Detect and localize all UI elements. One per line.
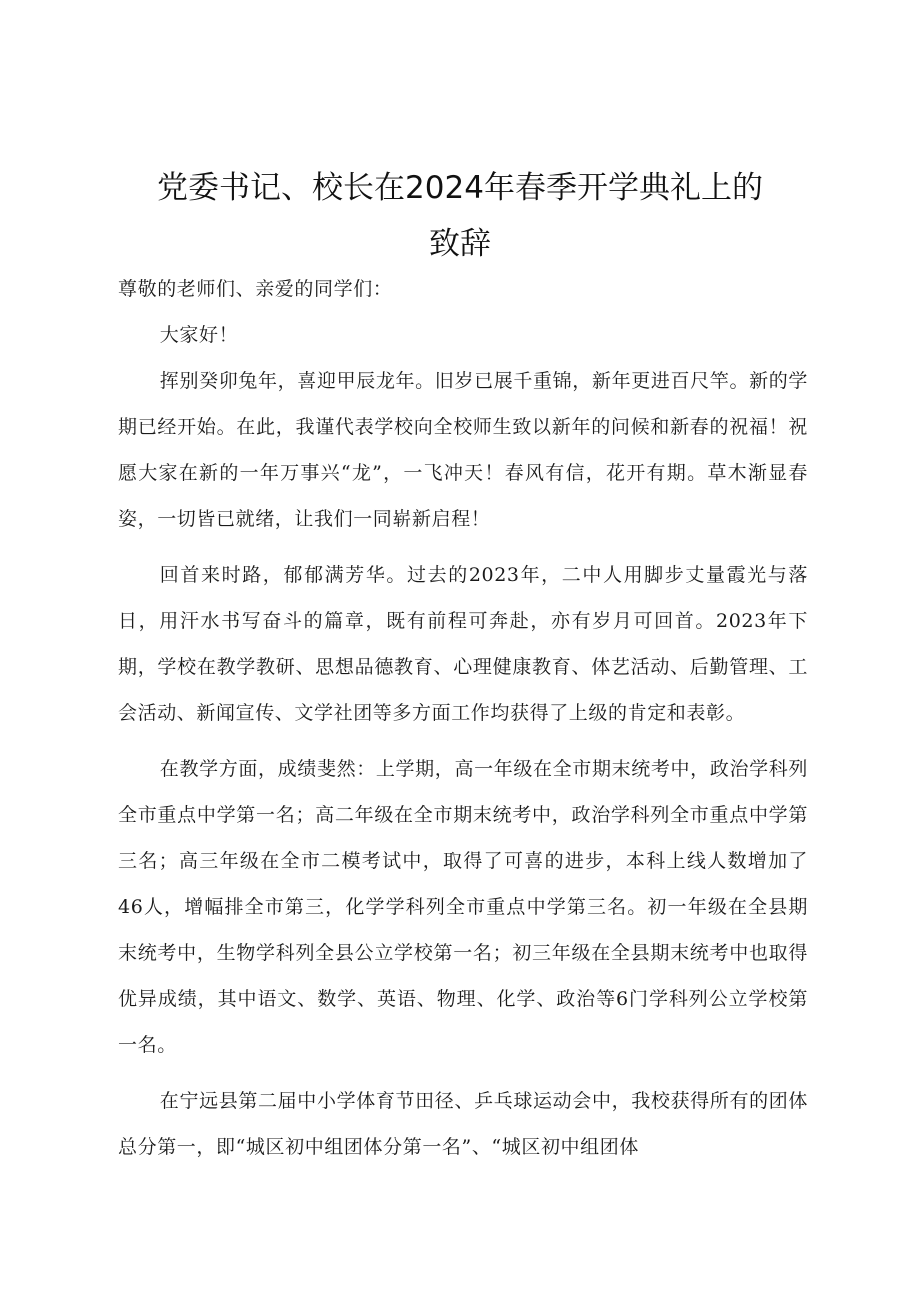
greeting: 大家好！: [159, 324, 239, 346]
salutation: 尊敬的老师们、亲爱的同学们：: [118, 278, 393, 300]
document-title-line-2: 致辞: [429, 226, 491, 262]
paragraph-2: 回首来时路，郁郁满芳华。过去的2023年，二中人用脚步丈量霞光与落日，用汗水书写奋斗的篇章，既有前程可奔赴，亦有岁月可回首。2023年下期，学校在教学教研、思想品德教育、心理健康教育、体艺活动、后勤管理、工会活动、新闻宣传、文学社团等多方面工作均获得了上级的肯定和表彰。: [118, 564, 808, 724]
document-title-line-1: 党委书记、校长在2024年春季开学典礼上的: [157, 170, 763, 206]
paragraph-3: 在教学方面，成绩斐然：上学期，高一年级在全市期末统考中，政治学科列全市重点中学第一名；高二年级在全市期末统考中，政治学科列全市重点中学第三名；高三年级在全市二模考试中，取得了可喜的进步，本科上线人数增加了46人，增幅排全市第三，化学学科列全市重点中学第三名。初一年级在全县期末统考中，生物学科列全县公立学校第一名；初三年级在全县期末统考中也取得优异成绩，其中语文、数学、英语、物理、化学、政治等6门学科列公立学校第一名。: [118, 758, 808, 1056]
document-body: [118, 266, 808, 1170]
paragraph-4: 在宁远县第二届中小学体育节田径、乒乓球运动会中，我校获得所有的团体总分第一，即“城区初中组团体分第一名”、“城区初中组团体: [118, 1090, 808, 1158]
paragraph-1: 挥别癸卯兔年，喜迎甲辰龙年。旧岁已展千重锦，新年更进百尺竿。新的学期已经开始。在此，我谨代表学校向全校师生致以新年的问候和新春的祝福！祝愿大家在新的一年万事兴“龙”，一飞冲天！春风有信，花开有期。草木渐显春姿，一切皆已就绪，让我们一同崭新启程！: [118, 370, 808, 530]
